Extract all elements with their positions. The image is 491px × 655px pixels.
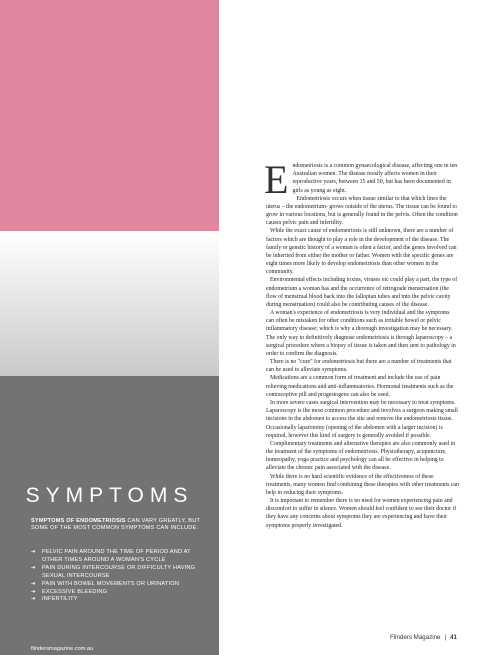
symptom-item-text: PELVIC PAIN AROUND THE TIME OF PERIOD AND AT OTHER TIMES AROUND A WOMAN'S CYCLE [42,549,191,563]
symptoms-list [31,549,211,604]
gray-gradient-block [0,231,219,376]
symptom-item [31,565,211,581]
drop-cap: E [264,157,289,202]
symptom-item-text: PAIN DURING INTERCOURSE OR DIFFICULTY HAVING SEXUAL INTERCOURSE [42,564,196,579]
website-url: flindersmagazine.com.au [31,646,94,652]
symptoms-intro-bold: SYMPTOMS OF ENDOMETRIOSIS [31,518,126,524]
symptom-item [31,596,211,604]
symptoms-intro-rest: CAN VARY GREATLY, BUT SOME OF THE MOST COMMON SYMPTOMS CAN INCLUDE: [31,518,200,532]
pink-color-block [0,0,219,231]
article-paragraph: In more severe cases surgical intervention may be necessary to treat symptoms. Laparoscopy is the most common procedure and involves a surgeon making small incisions in the abdomen to access the site and remove the endometriosis tissue. Occasionally laparotomy (opening of the abdomen with a larger incision) is required, however this kind of surgery is generally avoided if possible. [266,399,458,439]
symptoms-intro [31,518,213,533]
article-paragraph: Complimentary treatments and alternative therapies are also commonly used in the treatment of the symptoms of endometriosis. Physiotherapy, acupuncture, homeopathy, yoga practice and psychology can all be effective in helping to alleviate the chronic pain associated with the disease. [266,440,456,472]
article-paragraph: It is important to remember there is no need for women experiencing pain and discomfort to suffer in silence. Women should feel confident to see their doctor if they have any concerns about symptoms they are experiencing and have their symptoms properly investigated. [266,498,457,529]
page-footer [390,634,457,641]
symptoms-title: SYMPTOMS [25,484,194,507]
article-paragraph: While there is no hard scientific evidence of the effectiveness of these treatments, many women find combining these therapies with other treatments can help in reducing their symptoms. [266,473,459,496]
arrow-right-icon: ➔ [31,596,36,603]
article-paragraph: There is no "cure" for endometriosis but there are a number of treatments that can be used to alleviate symptoms. [266,359,452,374]
article-paragraph: A woman's experience of endometriosis is very individual and the symptoms can often be mistaken for other conditions such as irritable bowel or pelvic inflammatory disease; which is why a thorough investigation may be necessary. The only way to definitively diagnose endometriosis is through laparoscopy – a surgical procedure where a biopsy of tissue is taken and then sent to pathology in order to confirm the diagnosis. [266,310,456,357]
symptom-item-text: PAIN WITH BOWEL MOVEMENTS OR URINATION [42,580,180,587]
article-paragraph: While the exact cause of endometriosis is still unknown, there are a number of factors which are thought to play a role in the development of the disease. The family or genetic history of a woman is often a factor, and the genes involved can be inherited from either the mother or father. Women with the specific genes are eight times more likely to develop endometriosis than other women in the community. [266,228,457,276]
symptom-item [31,589,211,597]
arrow-right-icon: ➔ [31,564,36,571]
article-paragraph: Environmental effects including toxins, viruses etc could play a part, the type of endometrium a woman has and the occurrence of retrograde menstruation (the flow of menstrual blood back into the fallopian tubes and into the pelvic cavity during menstruation) could also be contributing causes of the disease. [266,277,458,308]
symptom-item [31,581,211,589]
page-number: 41 [450,634,457,641]
magazine-name: Flinders Magazine [389,634,441,641]
article-paragraph [264,157,459,202]
symptom-item-text: EXCESSIVE BLEEDING [42,588,108,595]
footer-separator: | [444,634,447,641]
article-paragraph-text: ndometriosis is a common gynaecological disease, affecting one in ten Australian women. The disease mostly affects women in their reproductive years, between 15 and 50, but has been documented in girls as young as eight. [292,163,458,194]
arrow-right-icon: ➔ [31,580,36,587]
article-body [264,157,459,530]
arrow-right-icon: ➔ [31,549,36,555]
arrow-right-icon: ➔ [31,588,36,595]
symptom-item [31,549,211,565]
symptoms-panel [0,376,219,655]
symptom-item-text: INFERTILITY [42,596,78,603]
article-paragraph: Medications are a common form of treatment and include the use of pain relieving medications and anti-inflammatories. Hormonal treatments such as the contraceptive pill and progestogens can also be used. [266,375,454,398]
article-paragraph: Endometriosis occurs when tissue similar to that which lines the uterus – the endometrium- grows outside of the uterus. The tissue can be found to grow in various locations, but is generally found in the pelvis. Often the condition causes pelvic pain and infertility. [266,195,458,227]
